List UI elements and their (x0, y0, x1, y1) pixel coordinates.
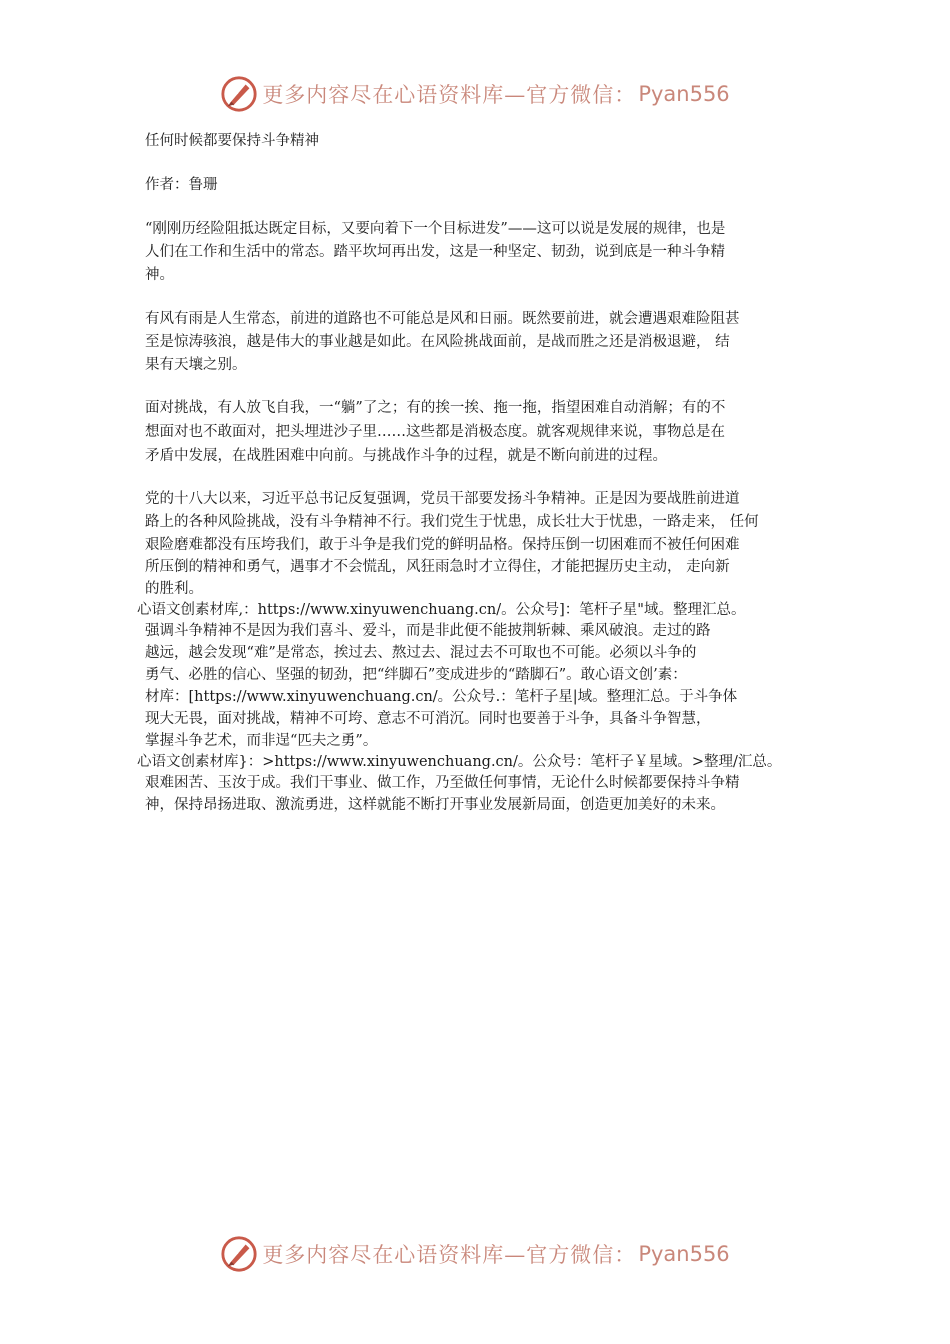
watermark-wechat-id: Pyan556 (638, 82, 730, 106)
paragraph-line: 强调斗争精神不是因为我们喜斗、爱斗，而是非此便不能披荆斩棘、乘风破浪。走过的路 (145, 623, 711, 639)
paragraph-line: 路上的各种风险挑战，没有斗争精神不行。我们党生于忧患，成长壮大于忧患，一路走来， 任何 (145, 514, 759, 530)
paragraph-line: 掌握斗争艺术，而非逞“匹夫之勇”。 (145, 733, 378, 749)
watermark-text: 更多内容尽在心语资料库—官方微信： (262, 1243, 637, 1267)
paragraph-line: 党的十八大以来，习近平总书记反复强调，党员干部要发扬斗争精神。正是因为要战胜前进道 (145, 491, 740, 507)
watermark-line: 心语文创素材库,：https://www.xinyuwenchuang.cn/。公众号]：笔杆子星"域。整理汇总。 (137, 602, 746, 618)
paragraph-line: 想面对也不敢面对，把头埋进沙子里……这些都是消极态度。就客观规律来说，事物总是在 (145, 424, 725, 440)
paragraph-line: 果有天壤之别。 (145, 357, 247, 373)
paragraph-line: 至是惊涛骇浪，越是伟大的事业越是如此。在风险挑战面前，是战而胜之还是消极退避， 结 (145, 334, 730, 350)
paragraph-line: 越远，越会发现“难”是常态，挨过去、熬过去、混过去不可取也不可能。必须以斗争的 (145, 645, 697, 661)
paragraph-line: 现大无畏，面对挑战，精神不可垮、意志不可消沉。同时也要善于斗争，具备斗争智慧， (145, 711, 711, 727)
watermark-line: 心语文创素材库}：>https://www.xinyuwenchuang.cn/。公众号：笔杆子￥星域。>整理/汇总。 (137, 754, 782, 770)
paragraph-line: 人们在工作和生活中的常态。踏平坎坷再出发，这是一种坚定、韧劲，说到底是一种斗争精 (145, 244, 725, 260)
article-title: 任何时候都要保持斗争精神 (145, 133, 319, 149)
header-watermark-banner (0, 72, 950, 116)
footer-watermark-banner (0, 1232, 950, 1276)
paragraph-line: 艰险磨难都没有压垮我们，敢于斗争是我们党的鲜明品格。保持压倒一切困难而不被任何困难 (145, 537, 740, 553)
paragraph-line: 勇气、必胜的信心、坚强的韧劲，把“绊脚石”变成进步的“踏脚石”。敢心语文创’素： (145, 667, 687, 683)
paragraph-line: 有风有雨是人生常态，前进的道路也不可能总是风和日丽。既然要前进，就会遭遇艰难险阻甚 (145, 311, 740, 327)
paragraph-line: 所压倒的精神和勇气，遇事才不会慌乱，风狂雨急时才立得住，才能把握历史主动， 走向新 (145, 559, 730, 575)
paragraph-line: 神。 (145, 267, 174, 283)
pen-logo-icon (220, 1235, 258, 1273)
watermark-wechat-id: Pyan556 (638, 1242, 730, 1266)
pen-logo-icon (220, 75, 258, 113)
paragraph-line: 神，保持昂扬进取、激流勇进，这样就能不断打开事业发展新局面，创造更加美好的未来。 (145, 797, 725, 813)
paragraph-line: 材库：[https://www.xinyuwenchuang.cn/。公众号.：笔杆子星|域。整理汇总。于斗争体 (145, 689, 738, 705)
paragraph-line: 的胜利。 (145, 581, 203, 597)
article-author: 作者：鲁珊 (145, 177, 218, 193)
paragraph-line: 矛盾中发展，在战胜困难中向前。与挑战作斗争的过程，就是不断向前进的过程。 (145, 448, 667, 464)
paragraph-line: “刚刚历经险阻抵达既定目标，又要向着下一个目标进发”——这可以说是发展的规律，也是 (145, 221, 726, 237)
watermark-text: 更多内容尽在心语资料库—官方微信： (262, 83, 637, 107)
paragraph-line: 艰难困苦、玉汝于成。我们干事业、做工作，乃至做任何事情，无论什么时候都要保持斗争精 (145, 775, 740, 791)
paragraph-line: 面对挑战，有人放飞自我，一“躺”了之；有的挨一挨、拖一拖，指望困难自动消解；有的不 (145, 400, 726, 416)
